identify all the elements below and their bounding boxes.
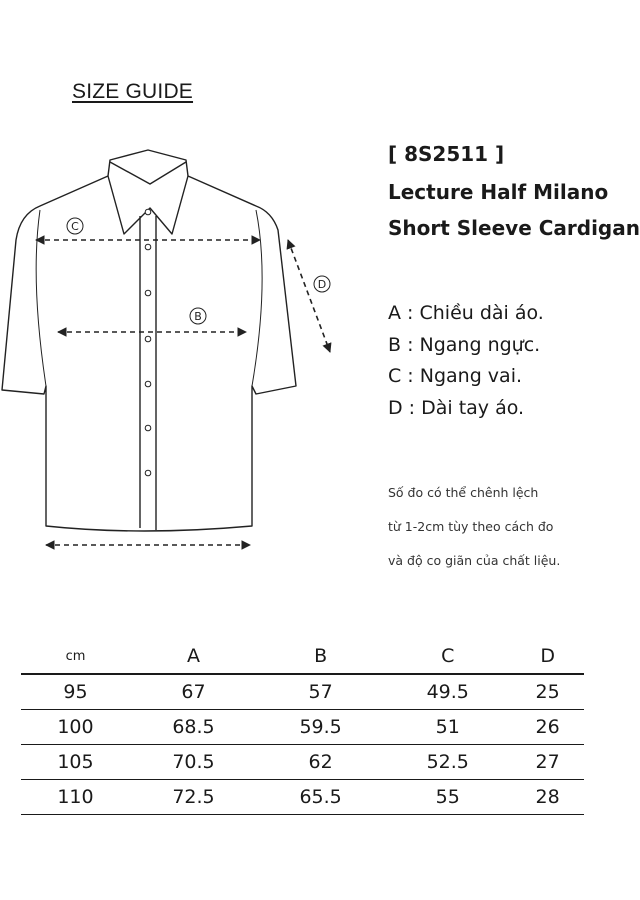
table-cell: 67 [130, 674, 257, 710]
table-row [21, 745, 584, 780]
note-line: Số đo có thể chênh lệch [388, 485, 539, 500]
header-c: C [384, 639, 511, 674]
product-name-line-1: Lecture Half Milano [388, 180, 609, 204]
product-name-line-2: Short Sleeve Cardigan [388, 216, 640, 240]
label-d: D [317, 278, 327, 291]
note-line: từ 1-2cm tùy theo cách đo [388, 519, 554, 534]
table-cell: 72.5 [130, 780, 257, 815]
table-cell: 26 [511, 710, 584, 745]
legend-item-a: A : Chiều dài áo. [388, 302, 544, 324]
table-row [21, 780, 584, 815]
legend-item-c: C : Ngang vai. [388, 365, 523, 387]
size-table [21, 639, 584, 815]
table-cell: 62 [257, 745, 384, 780]
measure-d-line [288, 240, 330, 352]
table-row [21, 674, 584, 710]
table-cell: 95 [21, 674, 130, 710]
product-code: [ 8S2511 ] [388, 142, 505, 166]
shirt-diagram [0, 150, 360, 570]
legend-item-b: B : Ngang ngực. [388, 333, 541, 356]
table-cell: 49.5 [384, 674, 511, 710]
legend-item-d: D : Dài tay áo. [388, 396, 525, 419]
label-b: B [194, 310, 202, 323]
table-cell: 68.5 [130, 710, 257, 745]
table-cell: 59.5 [257, 710, 384, 745]
header-a: A [130, 639, 257, 674]
header-unit: cm [21, 639, 130, 674]
label-c: C [71, 220, 79, 233]
button-markers [145, 209, 151, 476]
table-cell: 27 [511, 745, 584, 780]
table-cell: 105 [21, 745, 130, 780]
table-header-row [21, 639, 584, 674]
table-row [21, 710, 584, 745]
table-cell: 25 [511, 674, 584, 710]
measurement-legend [388, 298, 544, 424]
page-title: SIZE GUIDE [72, 80, 194, 103]
table-cell: 70.5 [130, 745, 257, 780]
measurement-note [388, 476, 560, 578]
table-cell: 110 [21, 780, 130, 815]
table-cell: 51 [384, 710, 511, 745]
table-cell: 52.5 [384, 745, 511, 780]
table-cell: 65.5 [257, 780, 384, 815]
table-cell: 55 [384, 780, 511, 815]
table-cell: 100 [21, 710, 130, 745]
header-b: B [257, 639, 384, 674]
header-d: D [511, 639, 584, 674]
table-cell: 57 [257, 674, 384, 710]
note-line: và độ co giãn của chất liệu. [388, 553, 561, 568]
table-cell: 28 [511, 780, 584, 815]
